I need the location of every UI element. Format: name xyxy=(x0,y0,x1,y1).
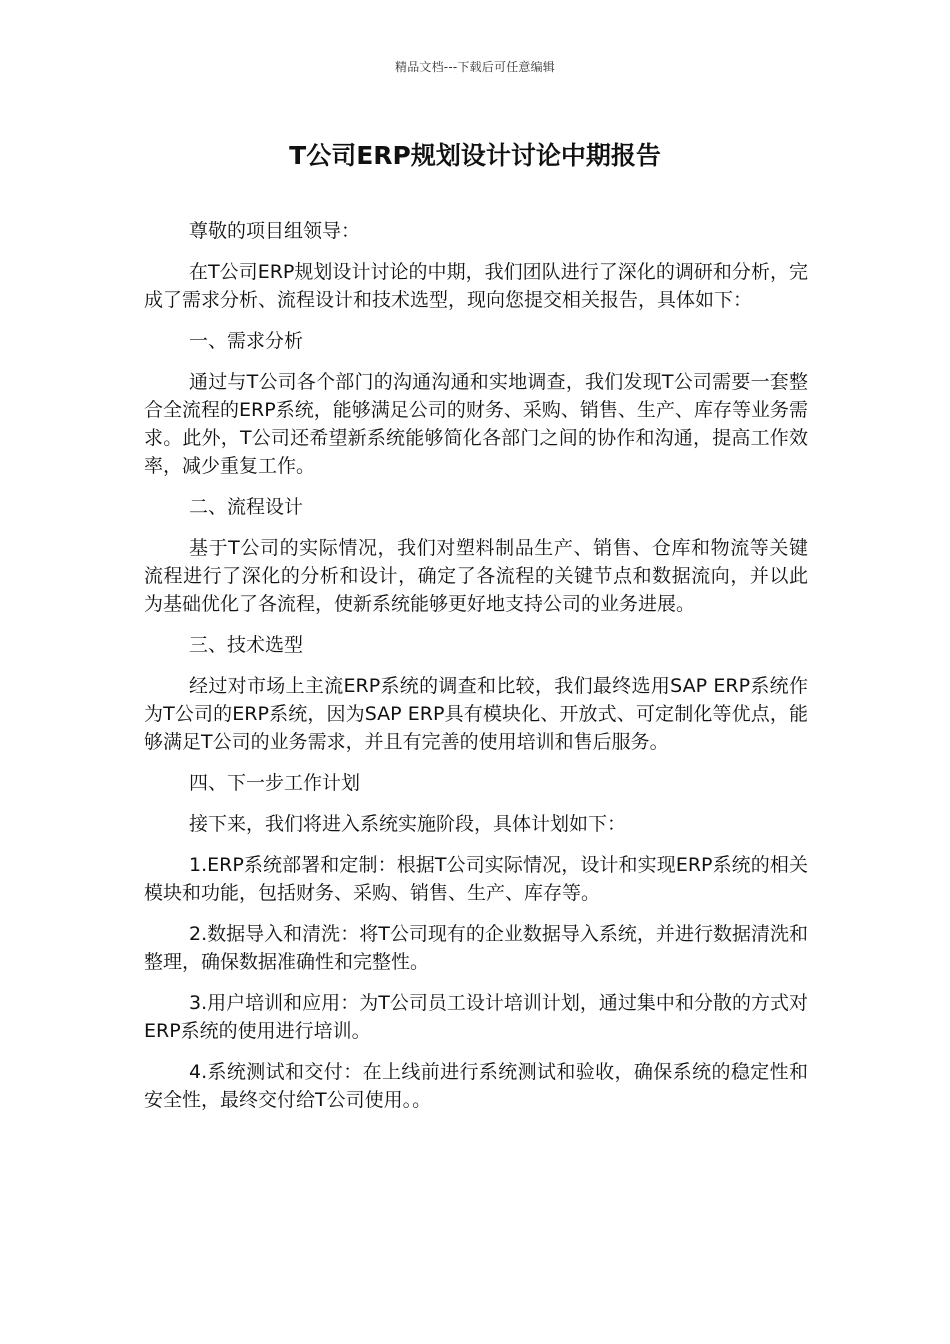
section-heading-next-steps: 四、下一步工作计划 xyxy=(189,772,361,794)
section-heading-process: 二、流程设计 xyxy=(189,496,304,518)
document-body xyxy=(144,217,808,1127)
plan-item-3: 3.用户培训和应用：为T公司员工设计培训计划，通过集中和分散的方式对ERP系统的使用进行培训。 xyxy=(144,992,808,1042)
intro-paragraph: 在T公司ERP规划设计讨论的中期，我们团队进行了深化的调研和分析，完成了需求分析、流程设计和技术选型，现向您提交相关报告，具体如下： xyxy=(144,261,808,311)
plan-item-1: 1.ERP系统部署和定制：根据T公司实际情况，设计和实现ERP系统的相关模块和功能，包括财务、采购、销售、生产、库存等。 xyxy=(144,854,808,904)
section-text-requirements: 通过与T公司各个部门的沟通沟通和实地调查，我们发现T公司需要一套整合全流程的ERP系统，能够满足公司的财务、采购、销售、生产、库存等业务需求。此外，T公司还希望新系统能够简化各部门之间的协作和沟通，提高工作效率，减少重复工作。 xyxy=(144,371,808,477)
section-heading-technology: 三、技术选型 xyxy=(189,634,304,656)
section-text-next-steps: 接下来，我们将进入系统实施阶段，具体计划如下： xyxy=(189,813,627,835)
plan-item-4: 4.系统测试和交付：在上线前进行系统测试和验收，确保系统的稳定性和安全性，最终交付给T公司使用。。 xyxy=(144,1061,808,1111)
section-text-process: 基于T公司的实际情况，我们对塑料制品生产、销售、仓库和物流等关键流程进行了深化的分析和设计，确定了各流程的关键节点和数据流向，并以此为基础优化了各流程，使新系统能够更好地支持公司的业务进展。 xyxy=(144,537,808,615)
section-heading-requirements: 一、需求分析 xyxy=(189,330,304,352)
header-note: 精品文档---下载后可任意编辑 xyxy=(395,60,555,74)
document-title: T公司ERP规划设计讨论中期报告 xyxy=(289,141,661,170)
section-text-technology: 经过对市场上主流ERP系统的调查和比较，我们最终选用SAP ERP系统作为T公司的ERP系统，因为SAP ERP具有模块化、开放式、可定制化等优点，能够满足T公司的业务需求，并且有完善的使用培训和售后服务。 xyxy=(144,675,808,753)
plan-item-2: 2.数据导入和清洗：将T公司现有的企业数据导入系统，并进行数据清洗和整理，确保数据准确性和完整性。 xyxy=(144,923,808,973)
salutation: 尊敬的项目组领导： xyxy=(189,220,361,242)
